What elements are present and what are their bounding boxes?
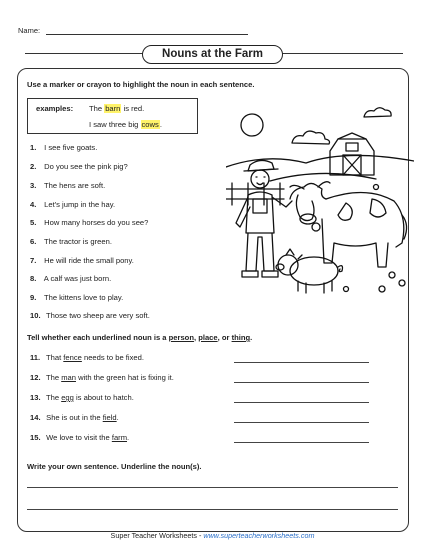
answer-line-11[interactable] [234, 362, 369, 363]
word-thing: thing [231, 333, 251, 342]
answer-line-14[interactable] [234, 422, 369, 423]
part1-instruction: Use a marker or crayon to highlight the noun in each sentence. [27, 80, 255, 89]
sentence-2[interactable]: 2. Do you see the pink pig? [30, 162, 128, 171]
example-line-1: The barn is red. [89, 104, 145, 113]
flower-icon [344, 185, 406, 293]
write-line-2[interactable] [27, 509, 398, 510]
sentence-5[interactable]: 5. How many horses do you see? [30, 218, 149, 227]
word-person: person [168, 333, 194, 342]
sentence-11: 11. That fence needs to be fixed. [30, 353, 144, 362]
sentence-6[interactable]: 6. The tractor is green. [30, 237, 112, 246]
cow-icon [290, 182, 407, 267]
highlight-barn: barn [105, 104, 121, 113]
answer-line-12[interactable] [234, 382, 369, 383]
footer: Super Teacher Worksheets - www.superteacherworksheets.com [110, 531, 315, 540]
part3-instruction: Write your own sentence. Underline the noun(s). [27, 462, 202, 471]
name-label: Name: [18, 26, 41, 35]
cloud-icon [292, 131, 330, 144]
footer-url[interactable]: www.superteacherworksheets.com [203, 531, 315, 540]
answer-line-15[interactable] [234, 442, 369, 443]
footer-brand: Super Teacher Worksheets [110, 531, 197, 540]
sentence-9[interactable]: 9. The kittens love to play. [30, 293, 124, 302]
barn-icon [330, 133, 374, 175]
sentence-10[interactable]: 10. Those two sheep are very soft. [30, 311, 150, 320]
sentence-13: 13. The egg is about to hatch. [30, 393, 134, 402]
sentence-8[interactable]: 8. A calf was just born. [30, 274, 112, 283]
highlight-cows: cows [141, 120, 159, 129]
examples-box [27, 98, 198, 134]
sentence-3[interactable]: 3. The hens are soft. [30, 181, 106, 190]
sentence-15: 15. We love to visit the farm. [30, 433, 130, 442]
sentence-12: 12. The man with the green hat is fixing it. [30, 373, 174, 382]
cloud-icon [364, 108, 391, 117]
sentence-14: 14. She is out in the field. [30, 413, 119, 422]
name-field[interactable] [46, 34, 248, 35]
examples-label: examples: [36, 104, 74, 113]
sun-icon [241, 114, 263, 136]
word-place: place [198, 333, 218, 342]
sentence-4[interactable]: 4. Let's jump in the hay. [30, 200, 116, 209]
example-line-2: I saw three big cows. [89, 120, 162, 129]
answer-line-13[interactable] [234, 402, 369, 403]
sentence-7[interactable]: 7. He will ride the small pony. [30, 256, 134, 265]
page-title: Nouns at the Farm [142, 45, 283, 64]
part2-instruction: Tell whether each underlined noun is a person, place, or thing. [27, 333, 253, 342]
write-line-1[interactable] [27, 487, 398, 488]
sentence-1[interactable]: 1. I see five goats. [30, 143, 98, 152]
farm-illustration [226, 103, 414, 299]
